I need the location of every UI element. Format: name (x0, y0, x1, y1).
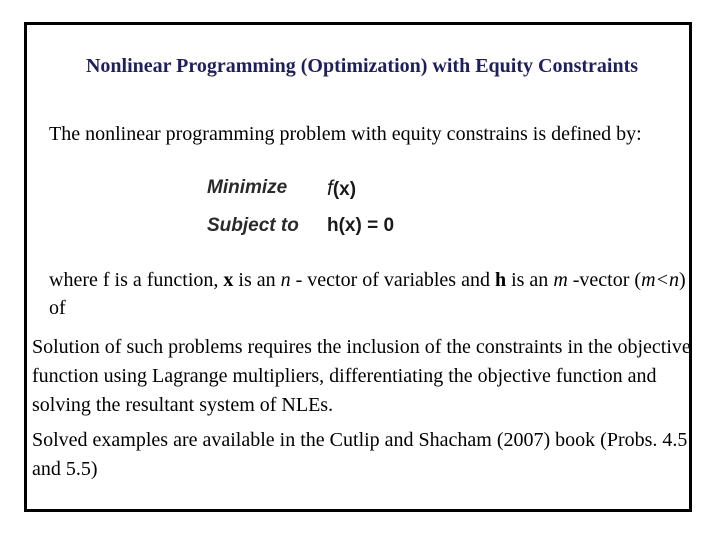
slide-title: Nonlinear Programming (Optimization) with Equity Constraints (85, 55, 639, 77)
minimize-label: Minimize (207, 177, 288, 198)
where-text-2: is an (233, 269, 281, 291)
solution-paragraph: Solution of such problems requires the inclusion of the constraints in the objective function using Lagrange multipliers, differentiating the objective function and solving the resultant system of NLEs. (32, 336, 691, 416)
slide-frame (24, 22, 692, 512)
where-text-4: is an (506, 269, 554, 291)
where-paragraph (49, 266, 689, 322)
examples-paragraph: Solved examples are available in the Cutlip and Shacham (2007) book (Probs. 4.5 and 5.5) (32, 429, 688, 480)
objective-argument: (x) (332, 179, 357, 200)
vector-x: x (223, 269, 234, 291)
vector-h: h (494, 269, 507, 291)
where-text-1: where f is a function, (49, 269, 224, 291)
symbol-m: m (553, 269, 568, 291)
objective-expression (327, 177, 356, 201)
objective-function-symbol: f (327, 177, 333, 200)
where-text-6: ) of (49, 269, 686, 319)
optimization-formula (207, 175, 447, 245)
where-text-3: - vector of variables and (290, 269, 495, 291)
where-text-5: -vector ( (567, 269, 642, 291)
subject-to-label: Subject to (207, 215, 299, 236)
intro-paragraph: The nonlinear programming problem with equity constrains is defined by: (49, 123, 642, 145)
constraint-expression: h(x) = 0 (327, 215, 395, 236)
inequality-m-less-n: m<n (641, 269, 680, 291)
symbol-n: n (280, 269, 291, 291)
